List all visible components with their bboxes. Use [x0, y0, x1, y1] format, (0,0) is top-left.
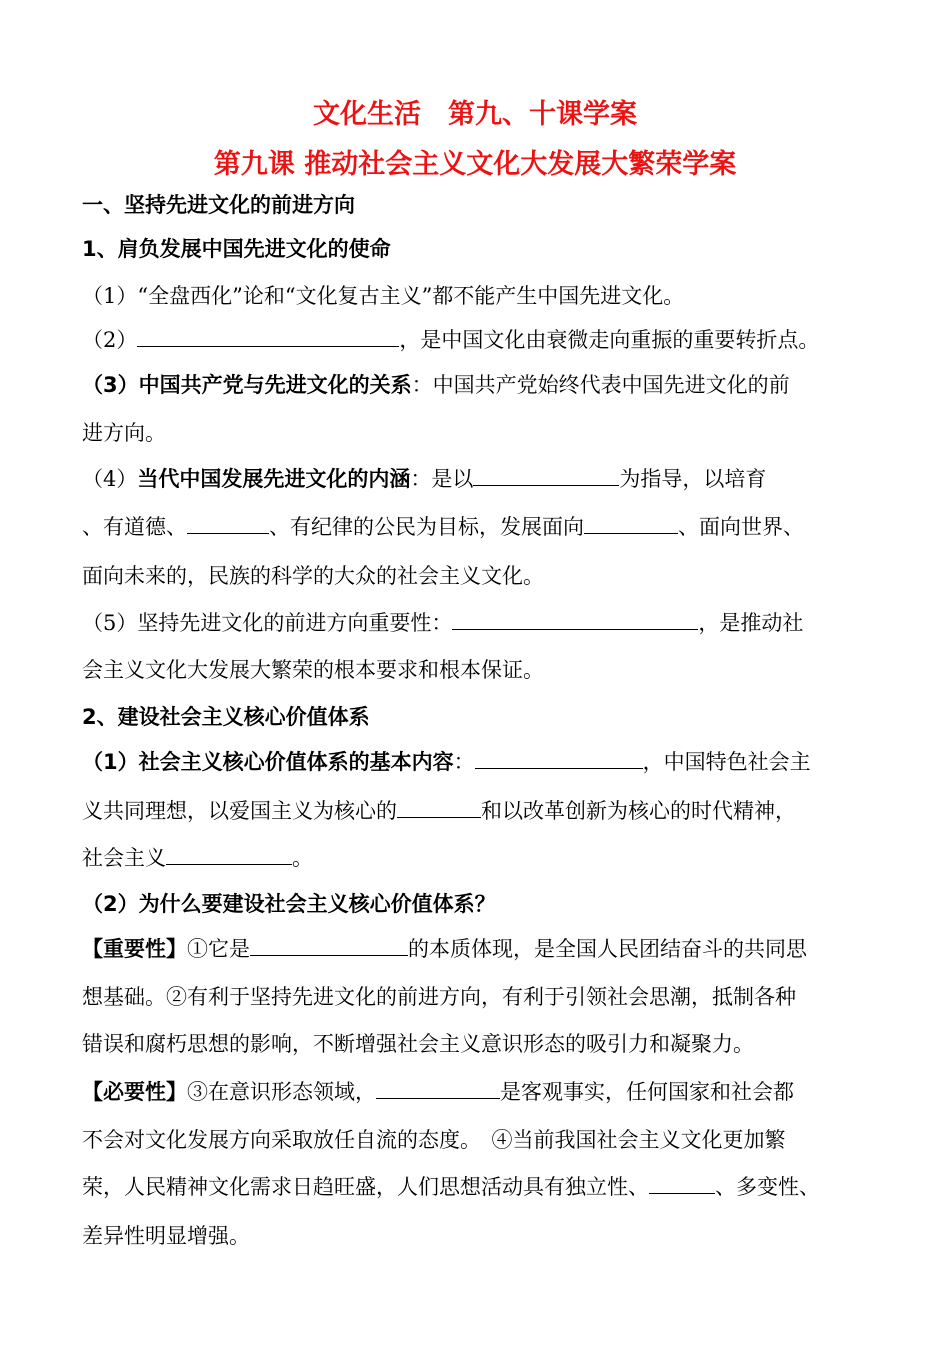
question-1-line-3: [82, 843, 313, 873]
importance-label: 【重要性】: [82, 937, 187, 961]
subsection-heading-1: 1、肩负发展中国先进文化的使命: [82, 237, 391, 261]
importance-line-3: 错误和腐朽思想的影响，不断增强社会主义意识形态的吸引力和凝聚力。: [82, 1032, 754, 1056]
question-2: （2）为什么要建设社会主义核心价值体系？: [82, 892, 496, 916]
question-1-line-2: [82, 796, 796, 826]
paragraph-4: [82, 464, 766, 494]
fill-blank[interactable]: [137, 326, 399, 347]
fill-blank[interactable]: [475, 748, 643, 769]
question-1-colon: ：: [453, 750, 475, 774]
document-title: 文化生活 第九、十课学案: [313, 99, 637, 130]
question-1-b: ，中国特色社会主: [642, 750, 811, 774]
paragraph-5-a: （5）坚持先进文化的前进方向重要性：: [82, 611, 453, 635]
question-1-line-2-b: 和以改革创新为核心的时代精神，: [481, 799, 796, 823]
paragraph-2: [82, 325, 819, 355]
paragraph-1: （1）“全盘西化”论和“文化复古主义”都不能产生中国先进文化。: [82, 284, 685, 308]
fill-blank[interactable]: [649, 1173, 715, 1194]
importance-line-2: 想基础。②有利于坚持先进文化的前进方向，有利于引领社会思潮，抵制各种: [82, 985, 796, 1009]
fill-blank[interactable]: [166, 844, 292, 865]
paragraph-3-bold: （3）中国共产党与先进文化的关系: [82, 373, 412, 397]
paragraph-4-line-2-a: 、有道德、: [82, 515, 187, 539]
necessity-line-1: [82, 1077, 794, 1107]
paragraph-5-cont: 会主义文化大发展大繁荣的根本要求和根本保证。: [82, 658, 544, 682]
paragraph-4-bold: 当代中国发展先进文化的内涵: [137, 467, 411, 491]
paragraph-4-line-2-c: 、面向世界、: [678, 515, 804, 539]
paragraph-4-line-2-b: 、有纪律的公民为目标，发展面向: [269, 515, 584, 539]
paragraph-5: [82, 608, 803, 638]
fill-blank[interactable]: [452, 609, 698, 630]
necessity-line-3-b: 、多变性、: [715, 1175, 820, 1199]
importance-a: ①它是: [187, 937, 250, 961]
paragraph-2-prefix: （2）: [82, 328, 138, 352]
question-1-line-3-a: 社会主义: [82, 846, 166, 870]
paragraph-4-text-a: ：是以: [410, 467, 474, 491]
paragraph-3: [82, 370, 790, 400]
necessity-a: ③在意识形态领域，: [187, 1080, 376, 1104]
paragraph-5-b: ，是推动社: [698, 611, 804, 635]
fill-blank[interactable]: [473, 465, 619, 486]
fill-blank[interactable]: [397, 797, 481, 818]
paragraph-3-text: ：中国共产党始终代表中国先进文化的前: [411, 373, 790, 397]
necessity-line-2: 不会对文化发展方向采取放任自流的态度。 ④当前我国社会主义文化更加繁: [82, 1128, 786, 1152]
section-heading-1: 一、坚持先进文化的前进方向: [82, 193, 355, 217]
fill-blank[interactable]: [376, 1078, 500, 1099]
fill-blank[interactable]: [584, 513, 678, 534]
necessity-label: 【必要性】: [82, 1080, 187, 1104]
question-1-bold: （1）社会主义核心价值体系的基本内容: [82, 750, 454, 774]
necessity-line-4: 差异性明显增强。: [82, 1224, 250, 1248]
necessity-line-3-a: 荣，人民精神文化需求日趋旺盛，人们思想活动具有独立性、: [82, 1175, 649, 1199]
document-subtitle: 第九课 推动社会主义文化大发展大繁荣学案: [213, 149, 737, 180]
importance-b: 的本质体现，是全国人民团结奋斗的共同思: [408, 937, 807, 961]
paragraph-2-suffix: ，是中国文化由衰微走向重振的重要转折点。: [399, 328, 820, 352]
fill-blank[interactable]: [250, 935, 408, 956]
necessity-b: 是客观事实，任何国家和社会都: [500, 1080, 794, 1104]
paragraph-4-line-3: 面向未来的，民族的科学的大众的社会主义文化。: [82, 564, 544, 588]
question-1: [82, 747, 811, 777]
subsection-heading-2: 2、建设社会主义核心价值体系: [82, 705, 370, 729]
paragraph-4-text-b: 为指导，以培育: [619, 467, 767, 491]
paragraph-4-line-2: [82, 512, 804, 542]
fill-blank[interactable]: [187, 513, 269, 534]
necessity-line-3: [82, 1172, 820, 1202]
paragraph-4-prefix: （4）: [82, 467, 138, 491]
paragraph-3-cont: 进方向。: [82, 421, 166, 445]
question-1-line-3-b: 。: [292, 846, 313, 870]
importance-line-1: [82, 934, 807, 964]
question-1-line-2-a: 义共同理想，以爱国主义为核心的: [82, 799, 397, 823]
